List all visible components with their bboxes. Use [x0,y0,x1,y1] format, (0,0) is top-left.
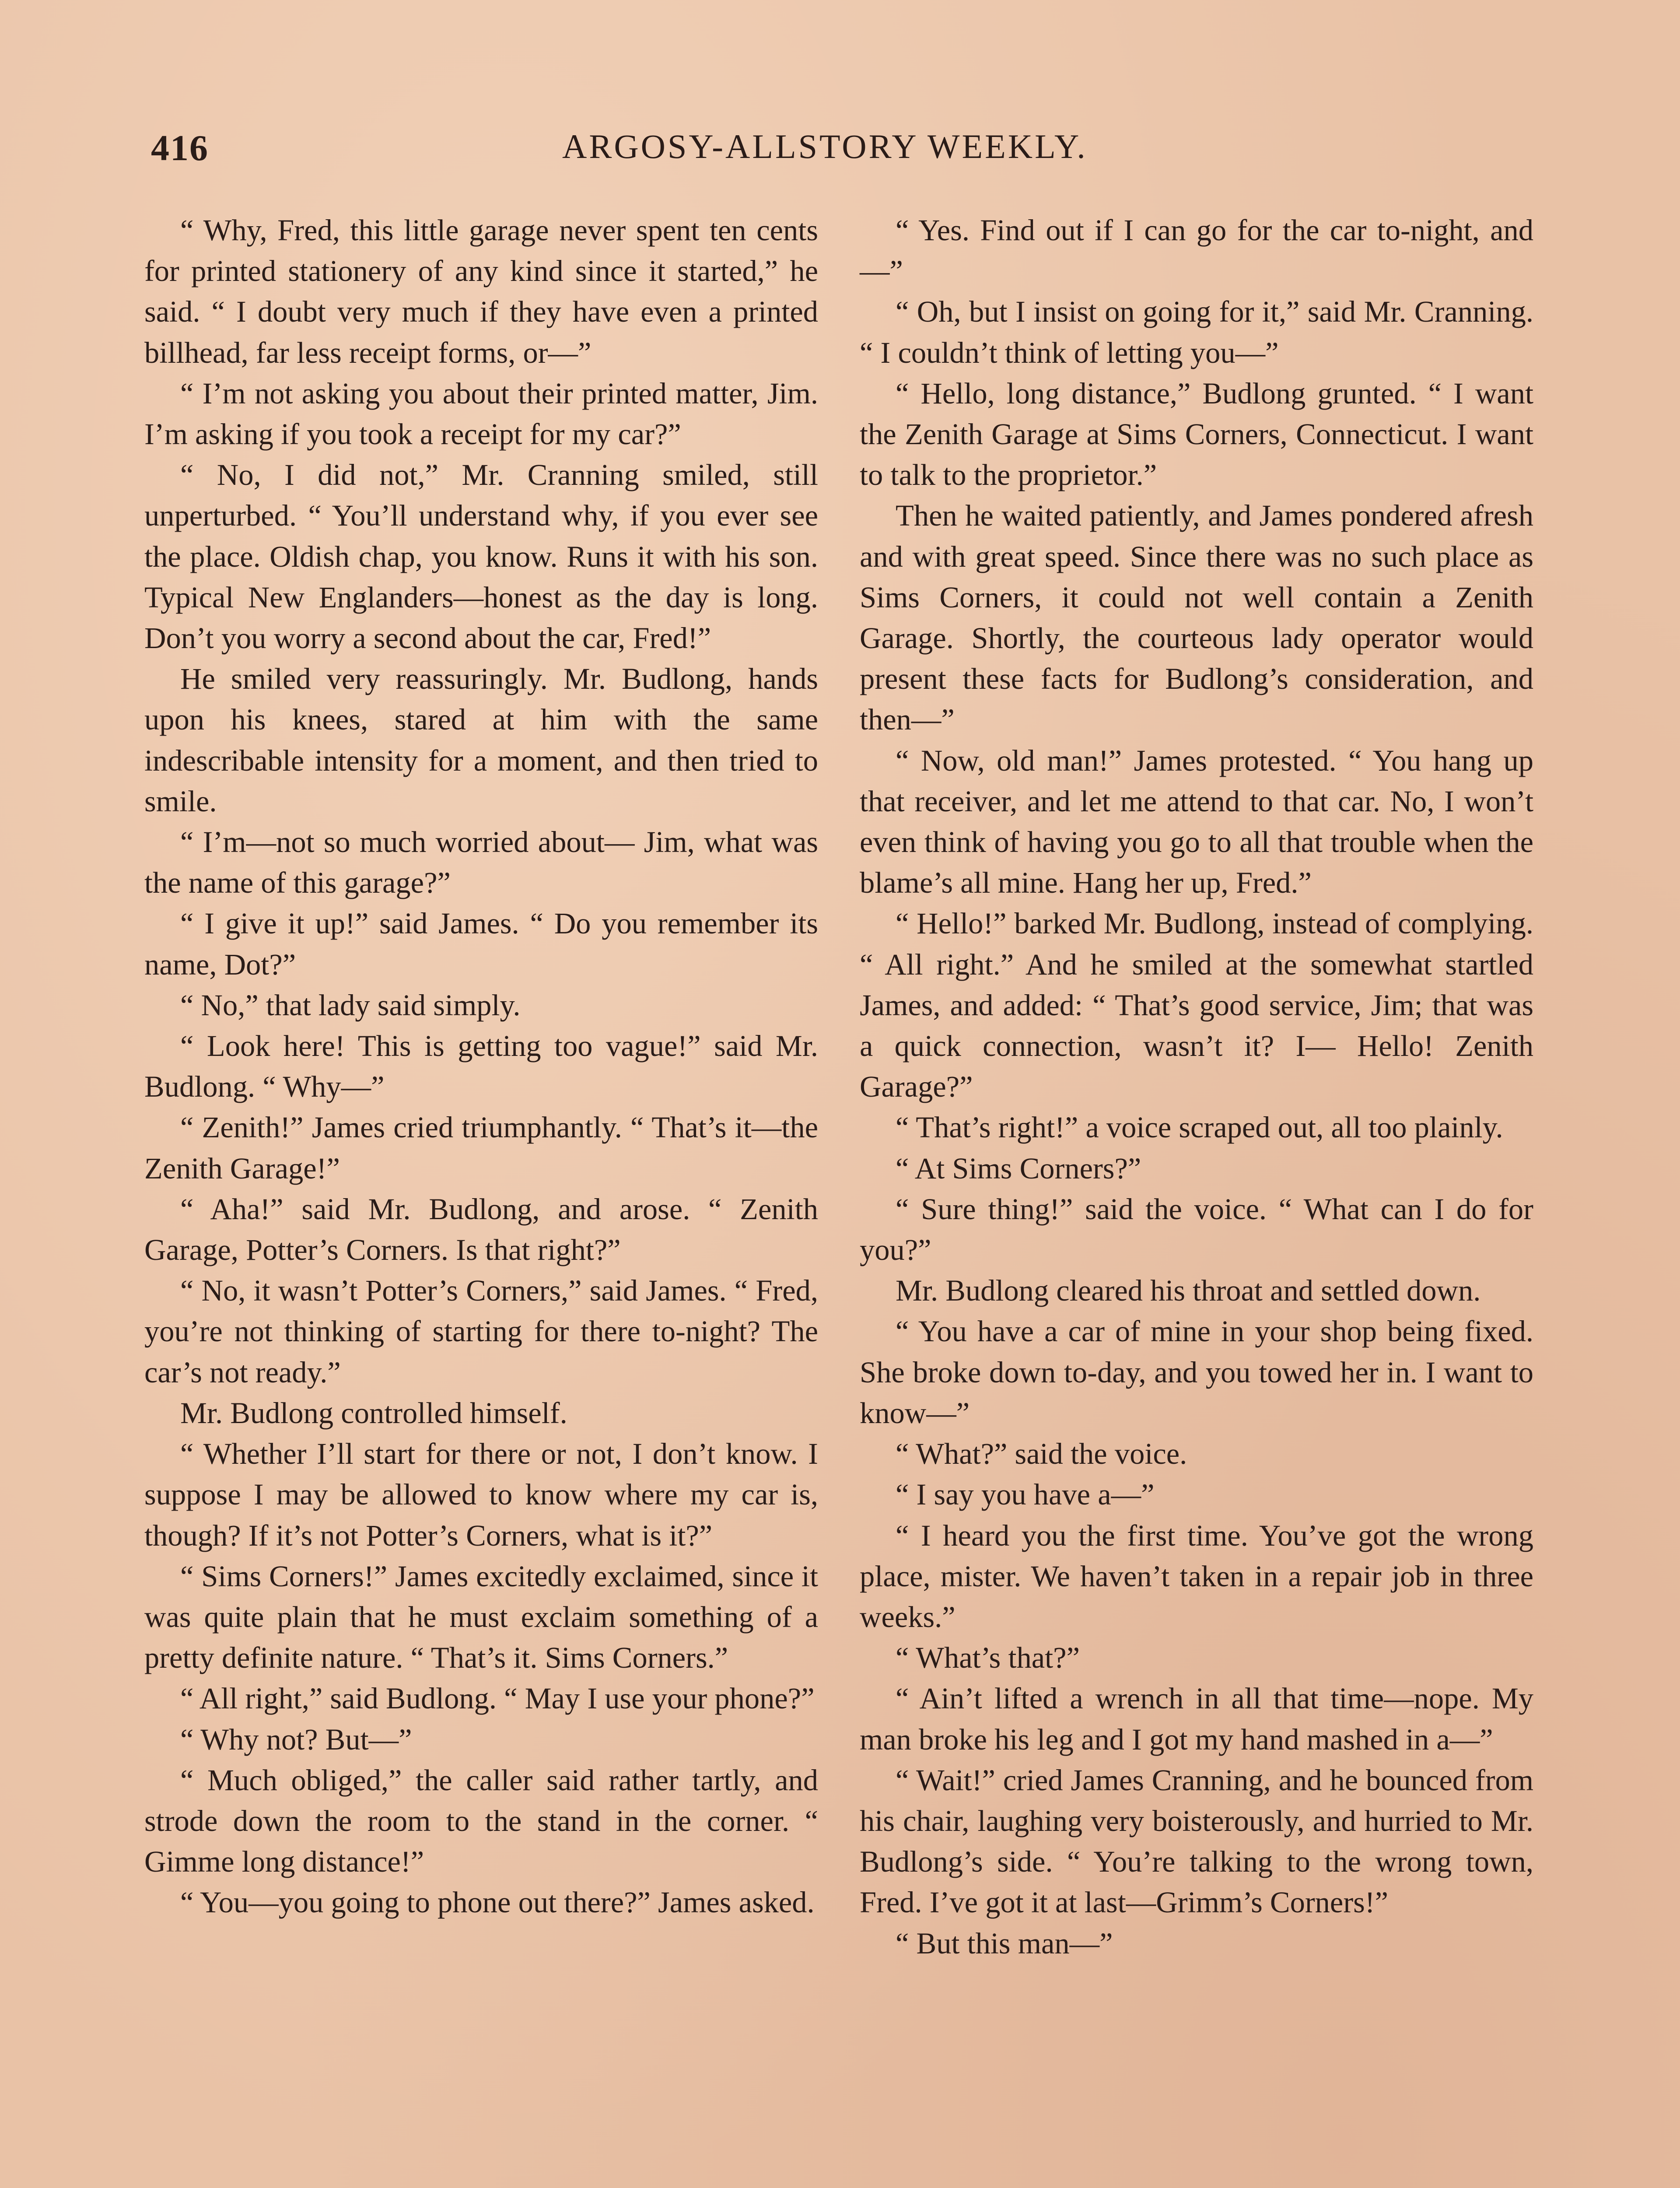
paragraph: “ At Sims Corners?” [896,1151,1141,1185]
paragraph: “ Now, old man!” James protested. “ You hang up that receiver, and let me attend to that car. No, I won’t even think of having you go to all that trouble when the blame’s all mine. Hang her up, Fred.” [860,743,1533,900]
paragraph: “ Wait!” cried James Cranning, and he bounced from his chair, laughing very boisterously, and hurried to Mr. Budlong’s side. “ You’re talking to the wrong town, Fred. I’ve got it at last—Grimm’s Corners!” [860,1763,1533,1919]
paragraph: “ No, it wasn’t Potter’s Corners,” said James. “ Fred, you’re not thinking of starting for there to-night? The car’s not ready.” [144,1274,818,1389]
paragraph: “ What?” said the voice. [896,1437,1187,1471]
paragraph: “ Zenith!” James cried triumphantly. “ That’s it—the Zenith Garage!” [144,1111,818,1185]
paragraph: “ Aha!” said Mr. Budlong, and arose. “ Zenith Garage, Potter’s Corners. Is that right?” [144,1192,818,1267]
paragraph: “ Ain’t lifted a wrench in all that time—nope. My man broke his leg and I got my hand mashed in a—” [860,1682,1533,1756]
paragraph: “ I heard you the first time. You’ve got the wrong place, mister. We haven’t taken in a repair job in three weeks.” [860,1518,1533,1634]
paragraph: “ Why, Fred, this little garage never spent ten cents for printed stationery of any kind since it started,” he said. “ I doubt very much if they have even a printed billhead, far less receipt forms, or—” [144,214,818,369]
paragraph: “ I’m—not so much worried about— Jim, what was the name of this garage?” [144,825,818,900]
paragraph: “ What’s that?” [896,1641,1080,1675]
paragraph: He smiled very reassuringly. Mr. Budlong, hands upon his knees, stared at him with the same indescribable intensity for a moment, and then tried to smile. [144,662,818,818]
paragraph: “ Yes. Find out if I can go for the car to-night, and—” [860,214,1533,288]
right-column [860,210,1533,1964]
paragraph: “ No, I did not,” Mr. Cranning smiled, still unperturbed. “ You’ll understand why, if you ever see the place. Oldish chap, you know. Runs it with his son. Typical New Englanders—honest as the day is long. Don’t you worry a second about the car, Fred!” [144,458,818,655]
paragraph: “ Oh, but I insist on going for it,” said Mr. Cranning. “ I couldn’t think of letting you—” [860,295,1533,369]
paragraph: Then he waited patiently, and James pondered afresh and with great speed. Since there was no such place as Sims Corners, it could not well contain a Zenith Garage. Shortly, the courteous lady operator would present these facts for Budlong’s consideration, and then—” [860,499,1533,736]
paragraph: “ Look here! This is getting too vague!” said Mr. Budlong. “ Why—” [144,1029,818,1104]
paragraph: “ Whether I’ll start for there or not, I don’t know. I suppose I may be allowed to know where my car is, though? If it’s not Potter’s Corners, what is it?” [144,1437,818,1552]
page-header [151,127,1140,179]
paragraph: “ You have a car of mine in your shop being fixed. She broke down to-day, and you towed her in. I want to know—” [860,1315,1533,1430]
paragraph: “ Sims Corners!” James excitedly exclaimed, since it was quite plain that he must exclaim something of a pretty definite nature. “ That’s it. Sims Corners.” [144,1559,818,1675]
running-title: ARGOSY-ALLSTORY WEEKLY. [562,127,1088,165]
paragraph: “ I’m not asking you about their printed matter, Jim. I’m asking if you took a receipt for my car?” [144,376,818,451]
paragraph: “ No,” that lady said simply. [180,988,521,1022]
page-number: 416 [151,128,209,168]
paragraph: “ Much obliged,” the caller said rather tartly, and strode down the room to the stand in the corner. “ Gimme long distance!” [144,1763,818,1879]
paragraph: “ I say you have a—” [896,1478,1155,1511]
paragraph: “ Why not? But—” [180,1722,412,1756]
paragraph: “ Hello, long distance,” Budlong grunted. “ I want the Zenith Garage at Sims Corners, Connecticut. I want to talk to the proprietor.” [860,376,1533,492]
left-column [144,210,818,1923]
paragraph: “ But this man—” [896,1926,1113,1960]
paragraph: Mr. Budlong controlled himself. [180,1396,567,1430]
paragraph: “ You—you going to phone out there?” James asked. [180,1886,815,1919]
paragraph: “ That’s right!” a voice scraped out, all too plainly. [896,1111,1503,1144]
paragraph: “ Sure thing!” said the voice. “ What can I do for you?” [860,1192,1533,1267]
paragraph: “ I give it up!” said James. “ Do you remember its name, Dot?” [144,907,818,981]
paragraph: “ Hello!” barked Mr. Budlong, instead of complying. “ All right.” And he smiled at the somewhat startled James, and added: “ That’s good service, Jim; that was a quick connection, wasn’t it? I— Hello! Zenith Garage?” [860,907,1533,1104]
paragraph: “ All right,” said Budlong. “ May I use your phone?” [180,1682,815,1715]
paragraph: Mr. Budlong cleared his throat and settled down. [896,1274,1481,1308]
